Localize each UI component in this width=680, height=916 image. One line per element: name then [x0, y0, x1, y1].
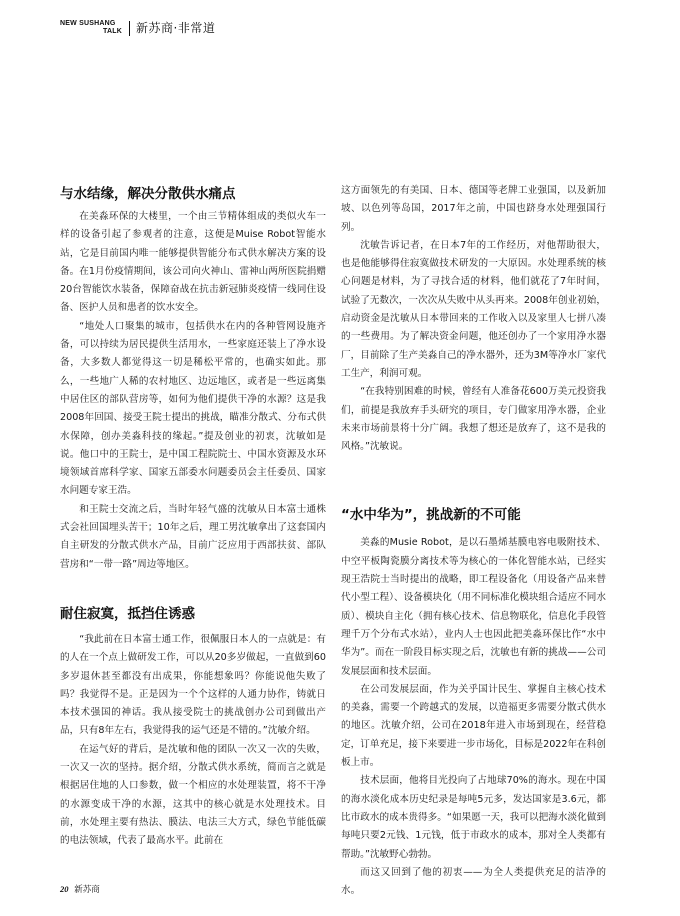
heading-endure-solitude: 耐住寂寞，抵挡住诱惑	[60, 605, 195, 622]
masthead-line-2: TALK	[103, 28, 122, 35]
paragraph: “在我特别困难的时候，曾经有人准备花600万美元投资我们，前提是我放弃手头研究的项目，专门做家用净水器，企业未来市场前景将十分广阔。我想了想还是放弃了，这不是我的风格。”沈敏说。	[341, 386, 606, 453]
right-column	[341, 182, 606, 900]
page-footer	[60, 884, 100, 895]
section-title: 新苏商·非常道	[136, 21, 216, 35]
heading-water-connection: 与水结缘，解决分散供水痛点	[60, 186, 236, 202]
paragraph: 在公司发展层面，作为关乎国计民生、掌握自主核心技术的美淼，需要一个跨越式的发展，以造福更多需要分散式供水的地区。沈敏介绍，公司在2018年进入市场到现在，经营稳定，订单充足，接下来要进一步市场化，目标是2022年在科创板上市。	[341, 683, 606, 769]
paragraph: 沈敏告诉记者，在日本7年的工作经历，对他帮助很大，也是他能够得住寂寞做技术研发的一大原因。水处理系统的核心问题是材料，为了寻找合适的材料，他们就花了7年时间，试验了无数次，一次次从失败中从头再来。2008年创业初始，启动资金是沈敏从日本带回来的工作收入以及家里人七拼八凑的一些费用。为了解决资金问题，他还创办了一个家用净水器厂，目前除了生产美淼自己的净水器外，还为3M等净水厂家代工生产，利润可观。	[341, 239, 606, 379]
masthead-logo	[60, 20, 126, 36]
right-paragraphs-1	[341, 182, 606, 456]
left-paragraphs-2	[60, 631, 326, 851]
paragraph: 和王院士交流之后，当时年轻气盛的沈敏从日本富士通株式会社回国埋头苦干；10年之后，理工男沈敏拿出了这套国内自主研发的分散式供水产品，目前广泛应用于西部扶贫、部队营房和“一带一路”周边等地区。	[60, 503, 326, 570]
left-paragraphs-1	[60, 208, 326, 574]
paragraph: 而这又回到了他的初衷——为全人类提供充足的洁净的水。	[341, 866, 606, 897]
paragraph: 在美淼环保的大楼里，一个由三节精体组成的类似火车一样的设备引起了参观者的注意，这便是Muise Robot智能水站，它是目前国内唯一能够提供智能分布式供水解决方案的设备。在1月份疫情期间，该公司向火神山、雷神山两所医院捐赠20台智能饮水装备，保障奋战在抗击新冠肺炎疫情一线同住设备、医护人员和患者的饮水安全。	[60, 211, 326, 314]
left-column	[60, 182, 326, 851]
right-paragraphs-2	[341, 534, 606, 900]
page-number: 20	[60, 884, 69, 894]
heading-water-huawei: “水中华为”，挑战新的不可能	[341, 507, 521, 524]
header-divider	[129, 21, 130, 36]
paragraph: “地处人口聚集的城市，包括供水在内的各种管网设施齐备，可以持续为居民提供生活用水，一些家庭还装上了净水设备，大多数人都觉得这一切是稀松平常的，也确实如此。那么，一些地广人稀的农村地区、边远地区，或者是一些远离集中居住区的部队营房等，如何为他们提供干净的水源？这是我2008年回国、接受王院士提出的挑战，瞄准分散式、分布式供水保障，创办美淼科技的缘起。”提及创业的初衷，沈敏如是说。他口中的王院士，是中国工程院院士、中国水资源及水环境领域首席科学家、国家五部委水问题委员会主任委员、国家水问题专家王浩。	[60, 320, 326, 497]
masthead-line-1: NEW SUSHANG	[60, 20, 116, 27]
paragraph: 这方面领先的有美国、日本、德国等老牌工业强国，以及新加坡、以色列等岛国，2017年之前，中国也跻身水处理强国行列。	[341, 185, 606, 233]
paragraph: 美淼的Musie Robot，是以石墨烯基膜电容电吸附技术、中空平板陶瓷膜分离技术等为核心的一体化智能水站，已经实现王浩院士当时提出的战略，即工程设备化（用设备产品来替代小型工程）、设备模块化（用不同标准化模块组合适应不同水质）、模块自主化（拥有核心技术、信息物联化，信息化手段管理千万个分布式水站），业内人士也因此把美淼环保比作“水中华为”。而在一阶段目标实现之后，沈敏也有新的挑战——公司发展层面和技术层面。	[341, 537, 606, 677]
footer-magazine-name: 新苏商	[74, 885, 100, 895]
paragraph: 在运气好的背后，是沈敏和他的团队一次又一次的失败，一次又一次的坚持。据介绍，分散式供水系统，简而言之就是根据居住地的人口参数，做一个相应的水处理装置，将不干净的水源变成干净的水源，这其中的核心就是水处理技术。目前，水处理主要有热法、膜法、电法三大方式，绿色节能低碳的电法领域，代表了最高水平。此前在	[60, 743, 326, 847]
paragraph: 技术层面，他将目光投向了占地球70%的海水。现在中国的海水淡化成本历史纪录是每吨5元多，发达国家是3.6元，都比市政水的成本贵得多。“如果愿一天，我可以把海水淡化做到每吨只要2元钱、1元钱，低于市政水的成本，那对全人类都有帮助。”沈敏野心勃勃。	[341, 775, 606, 860]
paragraph: “我此前在日本富士通工作，很佩服日本人的一点就是：有的人在一个点上做研发工作，可以从20多岁做起，一直做到60多岁退休甚至都没有出成果，你能想象吗？你能说他失败了吗？我觉得不是。正是因为一个个这样的人通力协作，铸就日本技术强国的神话。我从接受院士的挑战创办公司到做出产品，只有8年左右，我觉得我的运气还是不错的。”沈敏介绍。	[60, 633, 326, 737]
